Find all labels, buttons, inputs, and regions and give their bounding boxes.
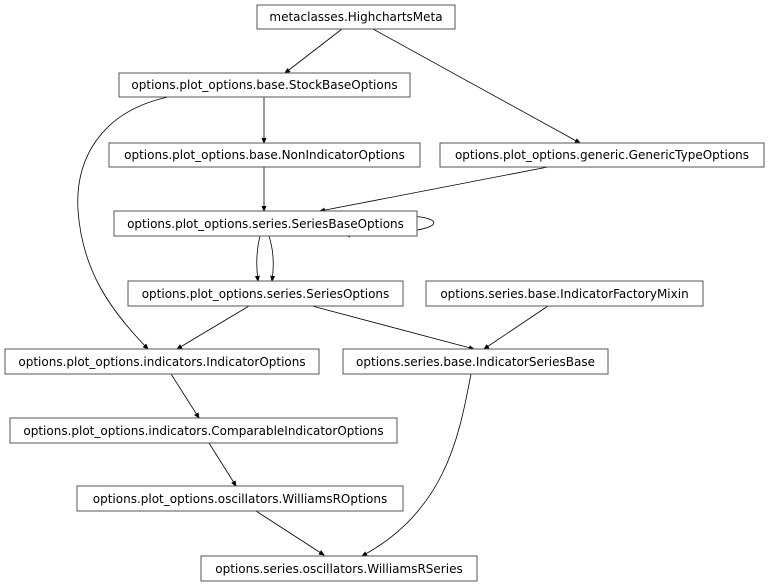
edge-generictype-to-seriesbase <box>320 167 548 211</box>
edge-seriesbase-to-seriesoptions-b <box>269 236 273 281</box>
node-label-non-indicator-options: options.plot_options.base.NonIndicatorOptions <box>124 148 405 162</box>
node-indicator-series-base[interactable] <box>343 349 608 374</box>
edge-williamsroptions-to-williamsrseries <box>256 511 324 555</box>
node-label-indicator-factory-mixin: options.series.base.IndicatorFactoryMixin <box>440 287 689 301</box>
node-label-williams-r-options: options.plot_options.oscillators.WilliamsROptions <box>92 492 388 506</box>
node-indicator-options[interactable] <box>5 349 319 374</box>
edge-seriesoptions-to-indicatoroptions <box>177 306 249 349</box>
edge-indicatorfactory-to-indicatorseriesbase <box>484 306 548 349</box>
node-series-options[interactable] <box>128 281 403 306</box>
node-label-highcharts-meta: metaclasses.HighchartsMeta <box>269 10 443 24</box>
edge-seriesoptions-to-indicatorseriesbase <box>312 306 474 349</box>
node-label-indicator-options: options.plot_options.indicators.IndicatorOptions <box>18 355 306 369</box>
edge-seriesbase-to-seriesoptions-a <box>257 236 260 281</box>
node-non-indicator-options[interactable] <box>109 143 420 167</box>
node-label-stock-base-options: options.plot_options.base.StockBaseOptions <box>131 78 398 92</box>
edge-comparable-to-williamsroptions <box>209 443 236 486</box>
node-label-series-options: options.plot_options.series.SeriesOptions <box>141 287 390 301</box>
node-comparable-indicator-options[interactable] <box>10 418 397 443</box>
edge-indicatorseriesbase-to-williamsrseries <box>362 374 471 556</box>
node-generic-type-options[interactable] <box>440 143 764 167</box>
edge-highchartsmeta-to-stockbase <box>285 29 342 73</box>
node-series-base-options[interactable] <box>114 211 417 236</box>
node-label-series-base-options: options.plot_options.series.SeriesBaseOptions <box>127 217 404 231</box>
edge-indicatoroptions-to-comparable <box>171 374 199 418</box>
node-label-williams-r-series: options.series.oscillators.WilliamsRSeries <box>215 562 463 576</box>
node-label-generic-type-options: options.plot_options.generic.GenericTypeOptions <box>454 148 750 162</box>
node-label-indicator-series-base: options.series.base.IndicatorSeriesBase <box>356 355 595 369</box>
node-highcharts-meta[interactable] <box>257 5 455 29</box>
node-indicator-factory-mixin[interactable] <box>426 281 703 306</box>
node-williams-r-options[interactable] <box>77 486 403 511</box>
node-label-comparable-indicator-options: options.plot_options.indicators.ComparableIndicatorOptions <box>23 424 384 438</box>
node-stock-base-options[interactable] <box>119 73 410 97</box>
node-williams-r-series[interactable] <box>201 556 477 581</box>
